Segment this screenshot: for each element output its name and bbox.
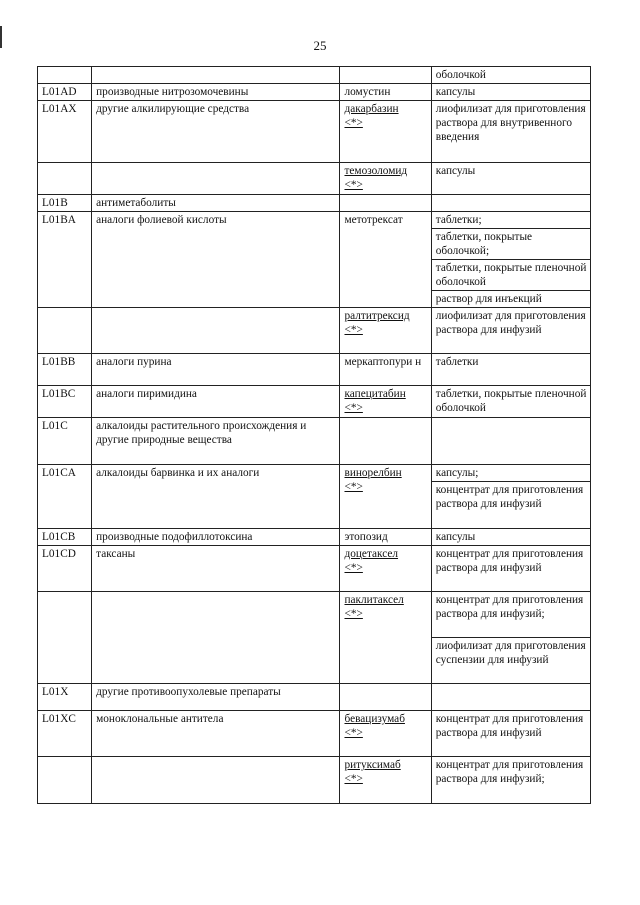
form-cell: лиофилизат для приготовления суспензии для инфузий <box>431 638 590 684</box>
form-cell: лиофилизат для приготовления раствора для внутривенного введения <box>431 101 590 163</box>
drug-name: темозоломид <box>344 165 408 177</box>
drug-cell <box>340 757 431 804</box>
form-cell: капсулы <box>431 529 590 546</box>
group-cell: моноклональные антитела <box>92 711 340 757</box>
atc-code-cell: L01CD <box>38 546 92 592</box>
drug-cell: этопозид <box>340 529 431 546</box>
drug-cell <box>340 101 431 163</box>
form-cell: таблетки, покрытые пленочной оболочкой <box>431 260 590 291</box>
drug-cell <box>340 386 431 418</box>
atc-code-cell <box>38 592 92 684</box>
table-row <box>38 163 591 195</box>
atc-code-cell: L01BA <box>38 212 92 308</box>
form-cell: таблетки, покрытые пленочной оболочкой <box>431 386 590 418</box>
table-row <box>38 101 591 163</box>
atc-code-cell <box>38 757 92 804</box>
group-cell: таксаны <box>92 546 340 592</box>
table-row <box>38 711 591 757</box>
table-row <box>38 386 591 418</box>
form-cell: концентрат для приготовления раствора для инфузий <box>431 482 590 529</box>
drug-cell: ломустин <box>340 84 431 101</box>
table-row <box>38 546 591 592</box>
footnote-mark: <*> <box>344 481 363 493</box>
footnote-mark: <*> <box>344 773 363 785</box>
form-cell: таблетки <box>431 354 590 386</box>
group-cell: аналоги фолиевой кислоты <box>92 212 340 308</box>
footnote-mark: <*> <box>344 727 363 739</box>
table-row <box>38 592 591 638</box>
group-cell: другие противоопухолевые препараты <box>92 684 340 711</box>
form-cell: капсулы <box>431 163 590 195</box>
drug-cell <box>340 418 431 465</box>
footnote-mark: <*> <box>344 608 363 620</box>
group-cell <box>92 592 340 684</box>
group-cell: алкалоиды барвинка и их аналоги <box>92 465 340 529</box>
drug-cell <box>340 592 431 684</box>
group-cell <box>92 308 340 354</box>
group-cell: производные нитрозомочевины <box>92 84 340 101</box>
form-cell: капсулы; <box>431 465 590 482</box>
group-cell: алкалоиды растительного происхождения и другие природные вещества <box>92 418 340 465</box>
footnote-mark: <*> <box>344 179 363 191</box>
footnote-mark: <*> <box>344 117 363 129</box>
drug-cell: меркаптопури н <box>340 354 431 386</box>
atc-code-cell: L01AX <box>38 101 92 163</box>
form-cell: лиофилизат для приготовления раствора для инфузий <box>431 308 590 354</box>
table-row <box>38 529 591 546</box>
table-row <box>38 195 591 212</box>
form-cell: капсулы <box>431 84 590 101</box>
group-cell <box>92 67 340 84</box>
drug-table <box>37 66 591 804</box>
form-cell <box>431 684 590 711</box>
drug-name: бевацизумаб <box>344 713 405 725</box>
drug-cell <box>340 465 431 529</box>
form-cell: таблетки, покрытые оболочкой; <box>431 229 590 260</box>
table-row <box>38 212 591 229</box>
table-row <box>38 757 591 804</box>
drug-cell <box>340 711 431 757</box>
atc-code-cell: L01BC <box>38 386 92 418</box>
drug-name: ралтитрексид <box>344 310 410 322</box>
group-cell: аналоги пурина <box>92 354 340 386</box>
drug-name: ритуксимаб <box>344 759 401 771</box>
group-cell: антиметаболиты <box>92 195 340 212</box>
drug-name: дакарбазин <box>344 103 399 115</box>
group-cell: производные подофиллотоксина <box>92 529 340 546</box>
footnote-mark: <*> <box>344 402 363 414</box>
drug-cell: метотрексат <box>340 212 431 308</box>
drug-cell <box>340 67 431 84</box>
form-cell <box>431 195 590 212</box>
table-row <box>38 67 591 84</box>
form-cell: концентрат для приготовления раствора для инфузий; <box>431 757 590 804</box>
drug-cell <box>340 195 431 212</box>
atc-code-cell <box>38 163 92 195</box>
group-cell <box>92 757 340 804</box>
drug-cell <box>340 163 431 195</box>
group-cell <box>92 163 340 195</box>
footnote-mark: <*> <box>344 562 363 574</box>
table-row <box>38 684 591 711</box>
drug-cell <box>340 546 431 592</box>
drug-cell <box>340 308 431 354</box>
form-cell: оболочкой <box>431 67 590 84</box>
drug-name: капецитабин <box>344 388 406 400</box>
form-cell: концентрат для приготовления раствора для инфузий; <box>431 592 590 638</box>
table-row <box>38 354 591 386</box>
atc-code-cell: L01C <box>38 418 92 465</box>
atc-code-cell: L01CB <box>38 529 92 546</box>
form-cell: таблетки; <box>431 212 590 229</box>
atc-code-cell: L01XC <box>38 711 92 757</box>
group-cell: другие алкилирующие средства <box>92 101 340 163</box>
atc-code-cell: L01B <box>38 195 92 212</box>
atc-code-cell: L01AD <box>38 84 92 101</box>
atc-code-cell: L01BB <box>38 354 92 386</box>
table-row <box>38 418 591 465</box>
footnote-mark: <*> <box>344 324 363 336</box>
form-cell <box>431 418 590 465</box>
group-cell: аналоги пиримидина <box>92 386 340 418</box>
drug-cell <box>340 684 431 711</box>
atc-code-cell: L01X <box>38 684 92 711</box>
table-row <box>38 465 591 482</box>
table-row <box>38 84 591 101</box>
atc-code-cell <box>38 67 92 84</box>
form-cell: концентрат для приготовления раствора для инфузий <box>431 711 590 757</box>
atc-code-cell <box>38 308 92 354</box>
form-cell: концентрат для приготовления раствора для инфузий <box>431 546 590 592</box>
page-number: 25 <box>313 38 327 53</box>
drug-name: паклитаксел <box>344 594 404 606</box>
drug-name: доцетаксел <box>344 548 399 560</box>
form-cell: раствор для инъекций <box>431 291 590 308</box>
drug-name: винорелбин <box>344 467 402 479</box>
table-row <box>38 308 591 354</box>
atc-code-cell: L01CA <box>38 465 92 529</box>
